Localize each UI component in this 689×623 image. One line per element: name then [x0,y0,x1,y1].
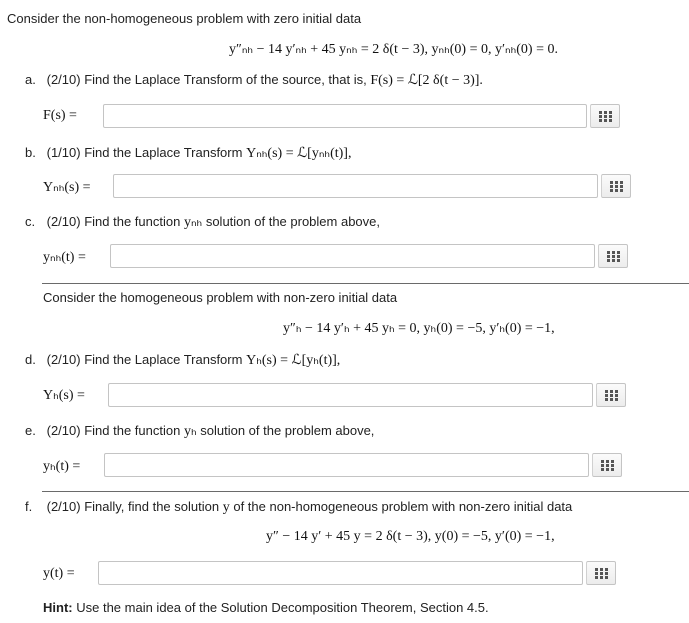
answer-d-keypad-button[interactable] [596,383,626,407]
question-c-text-post: solution of the problem above, [205,214,380,229]
answer-b-input[interactable] [114,175,597,197]
question-b-letter: b. [25,145,36,160]
question-d [25,352,340,369]
answer-c-keypad-button[interactable] [598,244,628,268]
keypad-icon [595,568,608,579]
homogeneous-equation: y″ₕ − 14 y′ₕ + 45 yₕ = 0, yₕ(0) = −5, y′ₕ(0) = −1, [283,321,555,336]
keypad-icon [605,390,618,401]
question-e-text: (2/10) Find the function [46,423,181,438]
question-f-text-post: of the non-homogeneous problem with non-zero initial data [233,499,573,514]
answer-b-label: Yₙₕ(s) = [43,180,91,195]
answer-e-box [104,453,589,477]
section-divider [42,491,689,492]
keypad-icon [601,460,614,471]
full-equation: y″ − 14 y′ + 45 y = 2 δ(t − 3), y(0) = −5, y′(0) = −1, [266,529,555,544]
question-d-text: (2/10) Find the Laplace Transform [46,352,243,367]
question-e-letter: e. [25,423,36,438]
nonhomogeneous-equation: y″ₙₕ − 14 y′ₙₕ + 45 yₙₕ = 2 δ(t − 3), yₙₕ(0) = 0, y′ₙₕ(0) = 0. [229,42,558,57]
answer-d-input[interactable] [109,384,592,406]
answer-e-label: yₕ(t) = [43,459,81,474]
question-f-text: (2/10) Finally, find the solution [46,499,220,514]
answer-a-keypad-button[interactable] [590,104,620,128]
question-d-math: Yₕ(s) = ℒ[yₕ(t)], [246,353,341,368]
question-c [25,214,380,231]
question-a [25,72,483,89]
question-c-letter: c. [25,214,36,229]
keypad-icon [610,181,623,192]
answer-f-keypad-button[interactable] [586,561,616,585]
question-d-letter: d. [25,352,36,367]
hint [43,600,489,615]
keypad-icon [607,251,620,262]
question-b-text: (1/10) Find the Laplace Transform [46,145,243,160]
section-divider [42,283,689,284]
question-a-letter: a. [25,72,36,87]
answer-b-box [113,174,598,198]
question-c-text: (2/10) Find the function [46,214,181,229]
answer-f-box [98,561,583,585]
question-a-text: (2/10) Find the Laplace Transform of the source, that is, [46,72,367,87]
answer-c-input[interactable] [111,245,594,267]
question-a-math: F(s) = ℒ[2 δ(t − 3)]. [370,73,483,88]
question-f-letter: f. [25,499,33,514]
answer-e-input[interactable] [105,454,588,476]
homogeneous-intro: Consider the homogeneous problem with non-zero initial data [43,290,398,305]
keypad-icon [599,111,612,122]
question-b [25,145,351,162]
question-e-math: yₕ [183,424,197,439]
answer-d-label: Yₕ(s) = [43,388,85,403]
question-e-text-post: solution of the problem above, [200,423,375,438]
answer-c-box [110,244,595,268]
intro-text: Consider the non-homogeneous problem with zero initial data [7,11,362,26]
hint-label: Hint: [43,600,73,615]
answer-c-label: yₙₕ(t) = [43,250,86,265]
answer-a-input[interactable] [104,105,586,127]
answer-e-keypad-button[interactable] [592,453,622,477]
question-e [25,423,374,440]
answer-f-input[interactable] [99,562,582,584]
answer-a-label: F(s) = [43,108,77,123]
answer-a-box [103,104,587,128]
question-f [25,499,572,516]
hint-text: Use the main idea of the Solution Decomposition Theorem, Section 4.5. [76,600,489,615]
answer-f-label: y(t) = [43,566,75,581]
answer-d-box [108,383,593,407]
answer-b-keypad-button[interactable] [601,174,631,198]
question-f-math: y [222,500,230,515]
question-c-math: yₙₕ [183,215,203,230]
question-b-math: Yₙₕ(s) = ℒ[yₙₕ(t)], [246,146,352,161]
